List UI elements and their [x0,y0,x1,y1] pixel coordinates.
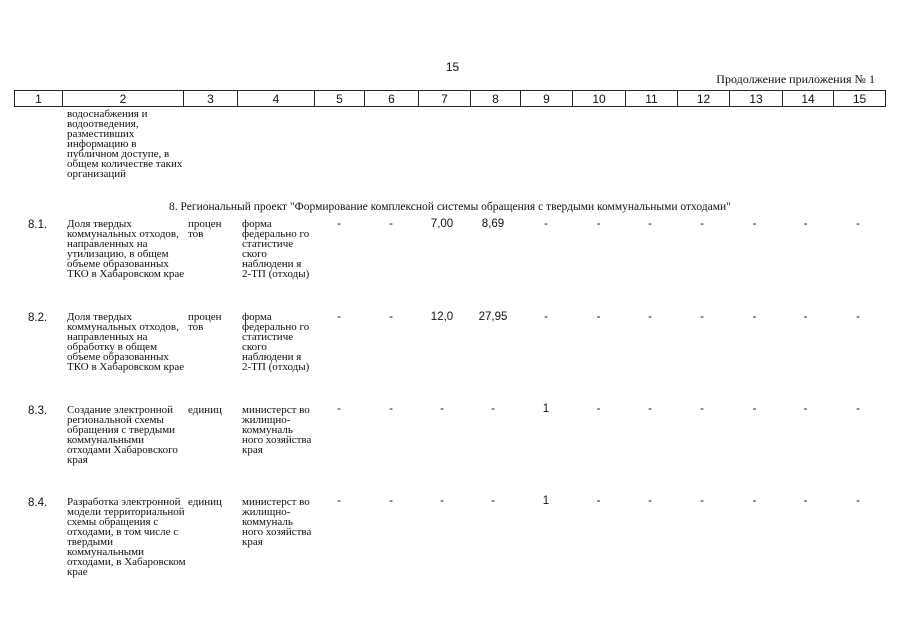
value-cell: - [648,495,652,507]
header-cell: 15 [834,91,886,107]
data-source: министерст во жилищно- коммуналь ного хозяйства края [242,404,312,456]
row-number: 8.4. [28,497,48,509]
value-cell: - [389,311,393,323]
value-cell: - [596,311,601,323]
value-cell: 7,00 [430,218,454,230]
value-cell: - [648,311,652,323]
value-cell: - [440,495,444,507]
value-cell: - [337,218,341,230]
value-cell: - [700,495,704,507]
unit: процен тов [188,218,222,240]
row-number: 8.2. [28,312,48,324]
unit: единиц [188,496,222,508]
header-cell: 12 [678,91,730,107]
value-cell: - [337,495,341,507]
value-cell: 27,95 [478,311,508,323]
value-cell: - [700,403,704,415]
value-cell: - [544,218,548,230]
value-cell: - [491,403,495,415]
header-cell: 4 [238,91,315,107]
header-cell: 1 [15,91,63,107]
value-cell: - [648,403,652,415]
value-cell: - [803,311,808,323]
value-cell: 8,69 [481,218,505,230]
section-number: 8. [169,201,178,213]
header-table [14,90,886,107]
header-cell: 6 [365,91,419,107]
unit: единиц [188,404,222,416]
value-cell: 12,0 [430,311,454,323]
continued-text: водоснабжения и водоотведения, разместивших информацию в публичном доступе, в общем количестве таких организаций [67,108,183,180]
value-cell: - [803,403,808,415]
header-cell: 8 [471,91,521,107]
value-cell: - [491,495,495,507]
value-cell: - [700,218,704,230]
value-cell: - [389,218,393,230]
data-source: форма федерально го статистиче ского наблюдени я 2-ТП (отходы) [242,218,310,280]
indicator-name: Доля твердых коммунальных отходов, направленных на утилизацию, в общем объеме образованных ТКО в Хабаровском крае [67,218,185,280]
value-cell: - [596,403,601,415]
value-cell: - [856,403,860,415]
value-cell: - [856,495,860,507]
value-cell: - [389,495,393,507]
header-cell: 14 [783,91,834,107]
header-cell: 7 [419,91,471,107]
header-cell: 13 [730,91,783,107]
indicator-name: Доля твердых коммунальных отходов, направленных на обработку в общем объеме образованных ТКО в Хабаровском крае [67,311,185,373]
indicator-name: Разработка электронной модели территориальной схемы обращения с отходами, в том числе с твердыми коммунальными отходами, в Хабаровском крае [67,496,186,578]
value-cell: - [752,403,757,415]
value-cell: - [648,218,652,230]
value-cell: 1 [542,403,550,415]
header-cell: 11 [626,91,678,107]
header-cell: 10 [573,91,626,107]
header-row [15,91,886,107]
value-cell: - [803,495,808,507]
continuation-note: Продолжение приложения № 1 [716,72,875,86]
value-cell: - [440,403,444,415]
value-cell: - [856,311,860,323]
value-cell: - [544,311,548,323]
value-cell: - [752,311,757,323]
value-cell: 1 [542,495,550,507]
section-heading [169,201,731,213]
value-cell: - [752,218,757,230]
value-cell: - [337,403,341,415]
value-cell: - [803,218,808,230]
section-title: Региональный проект "Формирование комплексной системы обращения с твердыми коммунальными отходами" [180,201,731,213]
indicator-name: Создание электронной региональной схемы обращения с твердыми коммунальными отходами Хабаровского края [67,404,178,466]
row-number: 8.3. [28,405,48,417]
data-source: форма федерально го статистиче ского наблюдени я 2-ТП (отходы) [242,311,310,373]
value-cell: - [596,218,601,230]
value-cell: - [337,311,341,323]
page-number: 15 [445,60,460,74]
value-cell: - [752,495,757,507]
value-cell: - [856,218,860,230]
value-cell: - [389,403,393,415]
header-cell: 2 [63,91,184,107]
header-cell: 9 [521,91,573,107]
unit: процен тов [188,311,222,333]
value-cell: - [700,311,704,323]
header-cell: 5 [315,91,365,107]
value-cell: - [596,495,601,507]
data-source: министерст во жилищно- коммуналь ного хозяйства края [242,496,312,548]
header-cell: 3 [184,91,238,107]
row-number: 8.1. [28,219,48,231]
